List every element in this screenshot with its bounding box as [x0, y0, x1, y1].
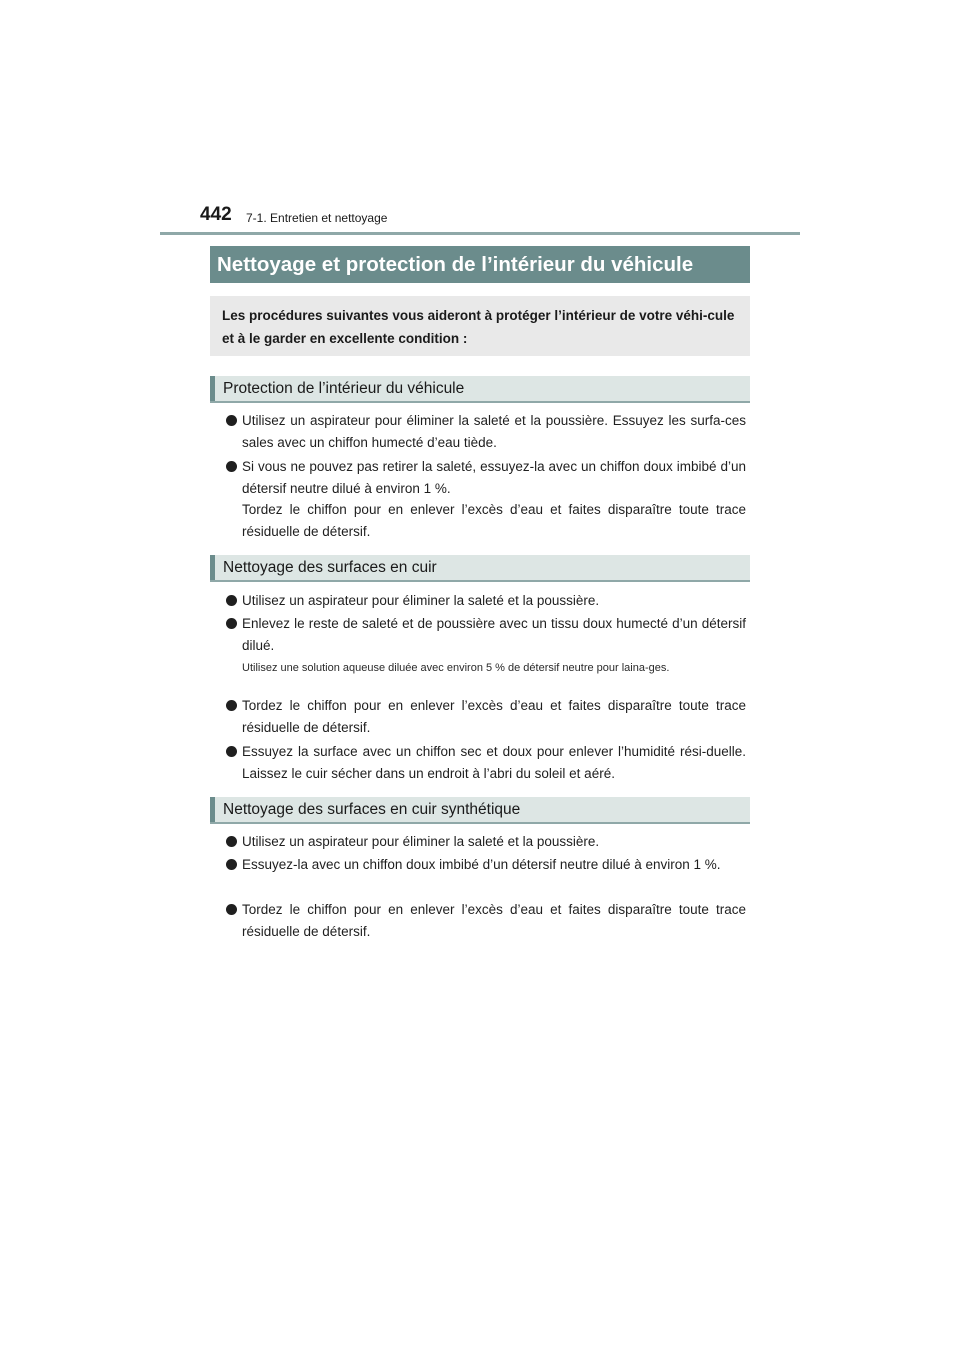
list-item-text: Essuyez-la avec un chiffon doux imbibé d’un détersif neutre dilué à environ 1 %. — [242, 857, 721, 872]
bullet-icon — [226, 595, 237, 606]
list-item — [226, 613, 746, 657]
bullet-icon — [226, 859, 237, 870]
bullet-icon — [226, 618, 237, 629]
section-title: Protection de l’intérieur du véhicule — [223, 380, 465, 397]
list-item-text: Tordez le chiffon pour en enlever l’excès d’eau et faites disparaître toute trace résiduelle de détersif. — [242, 502, 746, 539]
list-item-text: Utilisez un aspirateur pour éliminer la saleté et la poussière. — [242, 834, 600, 849]
list-item-text: Essuyez la surface avec un chiffon sec et doux pour enlever l’humidité rési-duelle. Laissez le cuir sécher dans un endroit à l’abri du soleil et aéré. — [242, 744, 746, 781]
list-item — [226, 899, 746, 943]
bullet-icon — [226, 836, 237, 847]
bullet-icon — [226, 904, 237, 915]
section-title: Nettoyage des surfaces en cuir synthétique — [223, 801, 521, 818]
bullet-icon — [226, 700, 237, 711]
list-item — [226, 590, 746, 612]
note-text: Utilisez une solution aqueuse diluée avec environ 5 % de détersif neutre pour laina-ges. — [242, 662, 670, 674]
section-accent-bar — [210, 555, 215, 580]
list-item-text: Utilisez un aspirateur pour éliminer la saleté et la poussière. Essuyez les surfa-ces sales avec un chiffon humecté d’eau tiède. — [242, 413, 746, 450]
main-title-band — [210, 246, 750, 283]
page-number: 442 — [200, 204, 232, 225]
list-item — [226, 854, 746, 876]
list-item-text: Enlevez le reste de saleté et de poussière avec un tissu doux humecté d’un détersif dilué. — [242, 616, 746, 653]
intro-box — [210, 296, 750, 356]
bullet-icon — [226, 461, 237, 472]
list-item — [226, 410, 746, 454]
list-item — [226, 831, 746, 853]
list-item-continuation — [226, 499, 746, 543]
section-accent-bar — [210, 376, 215, 401]
section-header-protection — [210, 376, 750, 403]
list-item-text: Tordez le chiffon pour en enlever l’excès d’eau et faites disparaître toute trace résiduelle de détersif. — [242, 698, 746, 735]
bullet-icon — [226, 746, 237, 757]
list-item — [226, 695, 746, 739]
chapter-title: 7-1. Entretien et nettoyage — [246, 211, 388, 225]
list-item — [226, 741, 746, 785]
section-header-leather — [210, 555, 750, 582]
bullet-icon — [226, 415, 237, 426]
header-divider — [160, 232, 800, 235]
section-title: Nettoyage des surfaces en cuir — [223, 559, 437, 576]
intro-text: Les procédures suivantes vous aideront à protéger l’intérieur de votre véhi-cule et à le garder en excellente condition : — [222, 308, 735, 346]
list-item-text: Utilisez un aspirateur pour éliminer la saleté et la poussière. — [242, 593, 600, 608]
page-header — [160, 200, 800, 236]
section-accent-bar — [210, 797, 215, 822]
list-item-text: Si vous ne pouvez pas retirer la saleté, essuyez-la avec un chiffon doux imbibé d’un détersif neutre dilué à environ 1 %. — [242, 459, 746, 496]
main-title: Nettoyage et protection de l’intérieur du véhicule — [217, 253, 694, 276]
section-header-synthetic-leather — [210, 797, 750, 824]
list-item-text: Tordez le chiffon pour en enlever l’excès d’eau et faites disparaître toute trace résiduelle de détersif. — [242, 902, 746, 939]
list-item — [226, 456, 746, 500]
